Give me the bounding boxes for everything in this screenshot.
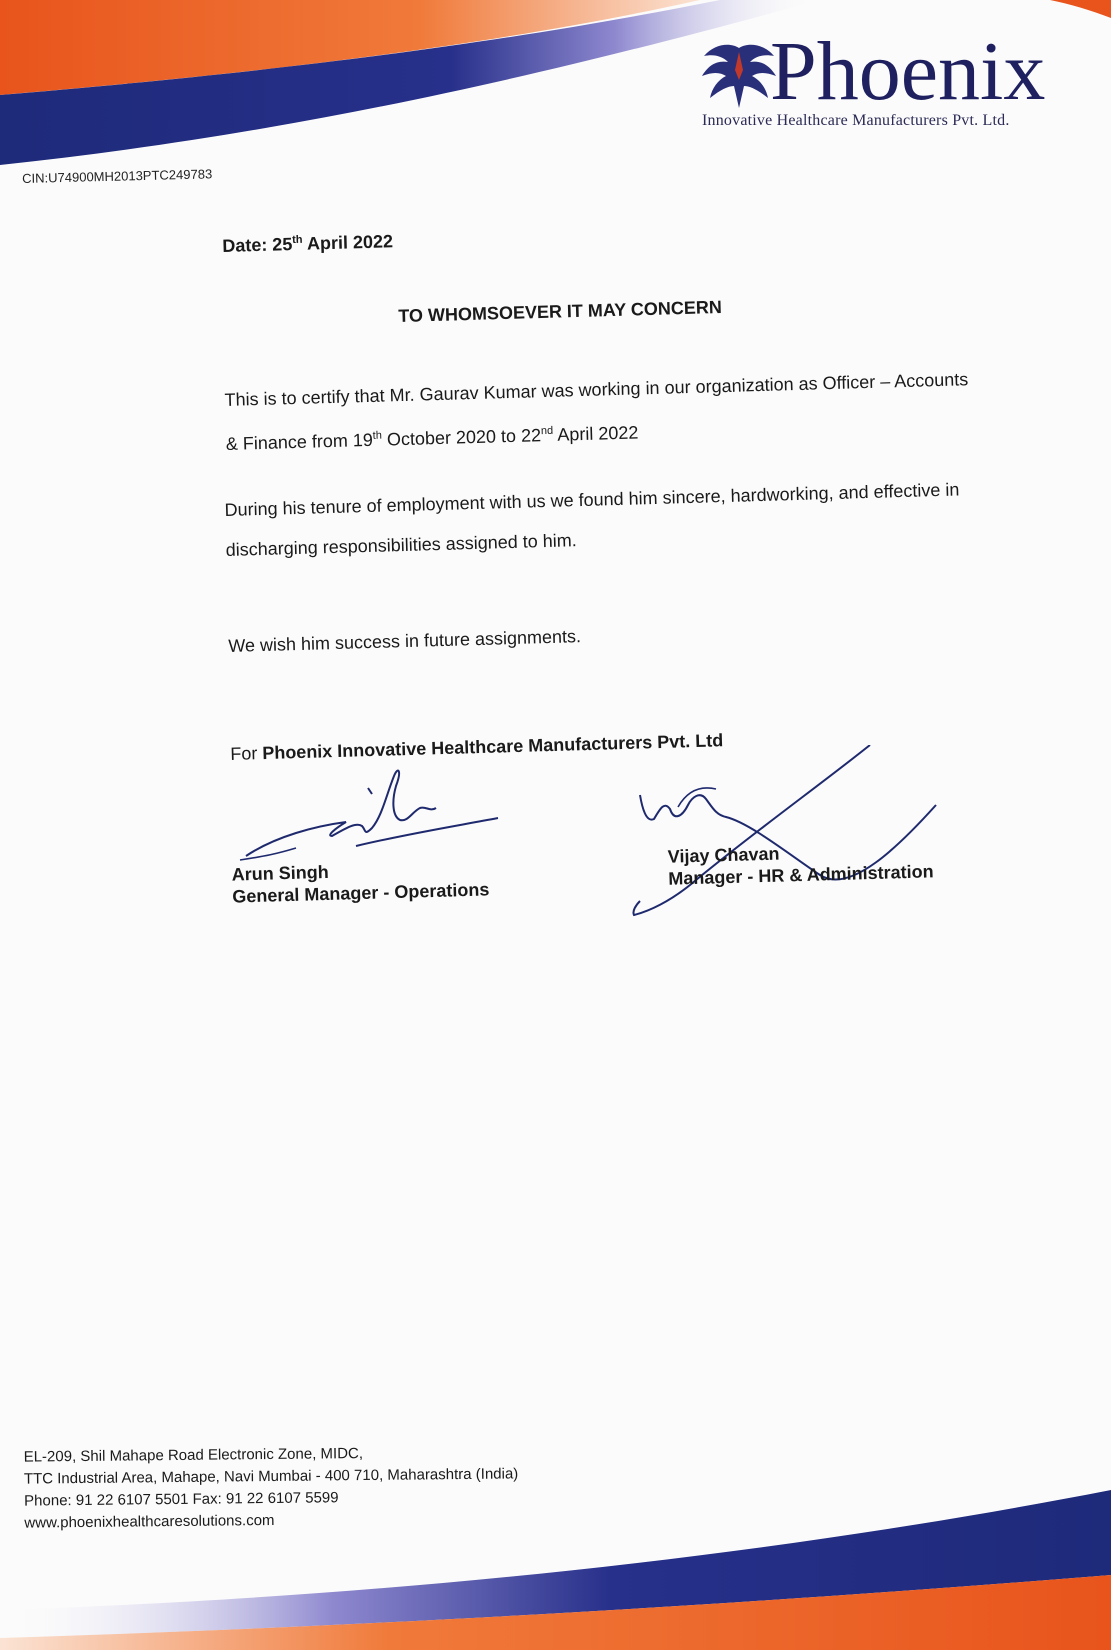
footer-line-1: EL-209, Shil Mahape Road Electronic Zone, MIDC,	[23, 1445, 364, 1466]
signatory-1-title: General Manager - Operations	[232, 879, 490, 907]
company-tagline: Innovative Healthcare Manufacturers Pvt. Ltd.	[702, 112, 1010, 129]
company-logo-word: Phoenix	[770, 25, 1046, 118]
footer-website: www.phoenixhealthcaresolutions.com	[24, 1511, 275, 1532]
tenure-paragraph: During his tenure of employment with us we found him sincere, hardworking, and effective in discharging responsibilities assigned to him.	[224, 479, 960, 560]
letter-subject: TO WHOMSOEVER IT MAY CONCERN	[398, 296, 723, 326]
footer-line-3: Phone: 91 22 6107 5501 Fax: 91 22 6107 5599	[24, 1489, 339, 1510]
signature-vijay-chavan	[630, 745, 950, 920]
cin-number: CIN:U74900MH2013PTC249783	[22, 166, 213, 186]
signatory-2-title: Manager - HR & Administration	[668, 861, 934, 889]
signature-arun-singh	[236, 756, 516, 866]
for-company-line: For Phoenix Innovative Healthcare Manufacturers Pvt. Ltd	[230, 730, 724, 764]
signatory-1-name: Arun Singh	[231, 861, 329, 885]
signatory-2	[667, 838, 933, 889]
letter-date: Date: 25th April 2022	[222, 231, 394, 256]
signatory-1	[231, 856, 489, 907]
footer-band	[0, 1480, 1111, 1650]
certification-paragraph: This is to certify that Mr. Gaurav Kumar was working in our organization as Officer – Accounts & Finance from 19th October 2020 to 22nd April 2022	[224, 369, 969, 454]
footer-line-2: TTC Industrial Area, Mahape, Navi Mumbai - 400 710, Maharashtra (India)	[23, 1465, 519, 1488]
phoenix-bird-icon	[700, 40, 778, 110]
wishes-paragraph: We wish him success in future assignments.	[228, 626, 582, 656]
signatory-2-name: Vijay Chavan	[667, 843, 780, 867]
